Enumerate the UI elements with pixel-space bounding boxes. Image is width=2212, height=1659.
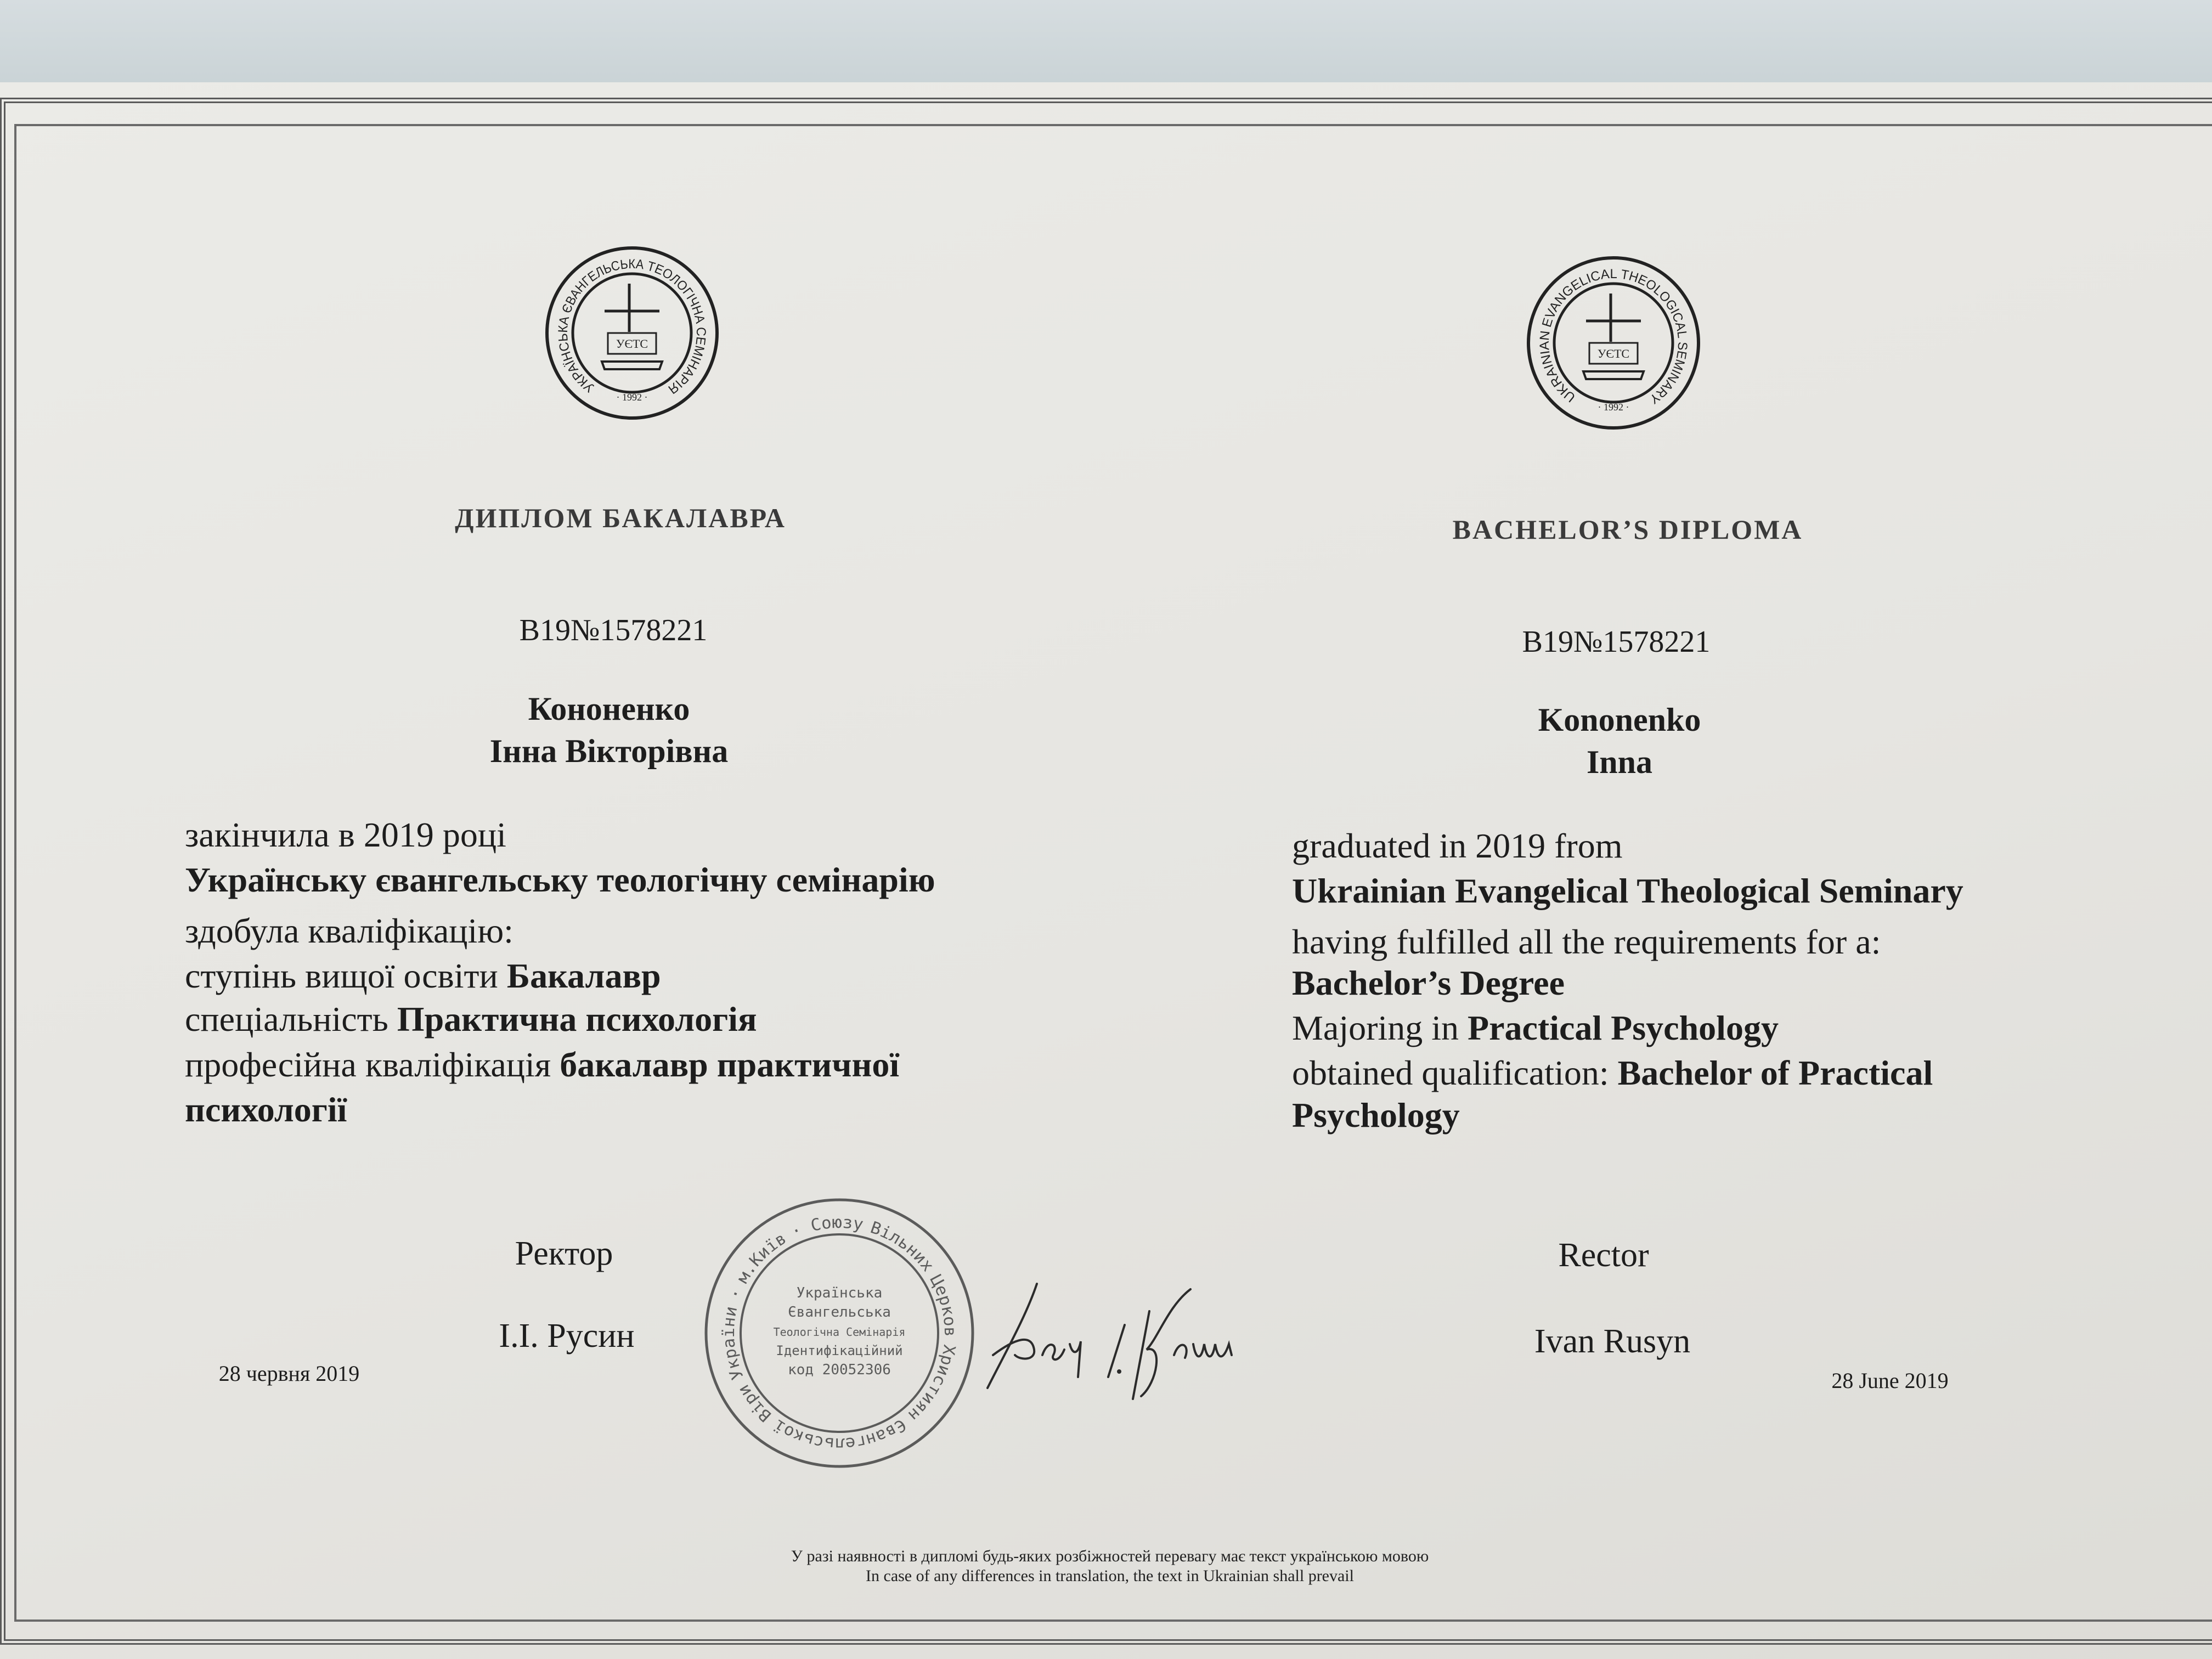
ring-word xyxy=(725,1286,747,1302)
body-line xyxy=(185,913,514,949)
graduate-surname-ukrainian: Кононенко xyxy=(528,691,690,727)
stamp-line: Українська xyxy=(796,1285,883,1301)
body-line-text: здобула кваліфікацію: xyxy=(185,911,514,950)
body-line xyxy=(1292,828,1623,864)
ring-word-text: Церков xyxy=(926,1272,960,1337)
rector-signature xyxy=(982,1273,1256,1404)
ring-word-text: SEMINARY xyxy=(1646,341,1690,407)
body-line-text: having fulfilled all the requirements for a: xyxy=(1292,922,1881,961)
graduate-given-names-english: Inna xyxy=(1586,744,1653,780)
body-line-text: Majoring in xyxy=(1292,1008,1468,1047)
seminary-seal-english xyxy=(1526,255,1701,431)
stamp-line: Євангельська xyxy=(788,1304,891,1321)
ring-word xyxy=(1647,342,1690,407)
body-line xyxy=(1292,963,1565,1002)
ring-word xyxy=(733,1229,790,1287)
rector-name-ukrainian: І.І. Русин xyxy=(499,1317,635,1355)
ring-word xyxy=(1620,267,1690,339)
ring-word xyxy=(788,1220,805,1242)
body-line-emphasis: Bachelor of Practical xyxy=(1617,1053,1933,1092)
rector-label-ukrainian: Ректор xyxy=(515,1235,613,1272)
body-line xyxy=(1292,924,1881,960)
body-line xyxy=(185,958,661,994)
book-icon xyxy=(602,362,662,369)
ring-word-text: Союзу xyxy=(809,1212,865,1236)
ring-word-text: СЕМІНАРІЯ xyxy=(665,326,709,397)
body-line-emphasis: Українську євангельську теологічну семінарію xyxy=(185,860,935,899)
rector-label-english: Rector xyxy=(1558,1237,1649,1274)
body-line-text: спеціальність xyxy=(185,1000,397,1039)
stamp-line: Теологічна Семінарія xyxy=(773,1325,906,1339)
body-line-emphasis: Psychology xyxy=(1292,1096,1460,1135)
ring-word-text: THEOLOGICAL xyxy=(1620,267,1690,340)
body-line-text: obtained qualification: xyxy=(1292,1053,1618,1092)
ring-word-text: · xyxy=(725,1286,747,1302)
diploma-title-ukrainian: ДИПЛОМ БАКАЛАВРА xyxy=(455,503,786,533)
stamp-line: код 20052306 xyxy=(788,1362,891,1378)
body-line xyxy=(1292,873,1963,909)
diploma-number-english: B19№1578221 xyxy=(1522,625,1711,659)
ring-word xyxy=(559,257,645,315)
body-line-text: graduated in 2019 from xyxy=(1292,826,1623,865)
ring-word-text: UKRAINIAN xyxy=(1537,330,1578,405)
ring-word-text: Вільних xyxy=(867,1218,938,1276)
seminary-seal-ukrainian xyxy=(544,245,720,421)
ring-word xyxy=(904,1344,959,1425)
ring-word-text: Віри xyxy=(734,1381,776,1426)
seal-year: · 1992 · xyxy=(616,392,648,403)
body-line xyxy=(185,1002,757,1037)
body-line-emphasis: Ukrainian Evangelical Theological Seminary xyxy=(1292,871,1963,910)
ring-word-text: України xyxy=(719,1305,748,1383)
ring-word-text: м.Київ xyxy=(733,1228,790,1287)
body-line xyxy=(185,817,506,853)
ring-word xyxy=(809,1213,865,1235)
ring-word xyxy=(665,327,708,397)
seal-ring-lettering xyxy=(556,257,708,397)
body-line xyxy=(1292,1008,1779,1047)
ring-word-text: Християн xyxy=(904,1343,959,1425)
graduate-surname-english: Kononenko xyxy=(1538,702,1701,738)
ring-word-text: · xyxy=(788,1220,805,1242)
body-line-emphasis: Практична психологія xyxy=(397,1000,757,1039)
issue-date-ukrainian: 28 червня 2019 xyxy=(218,1361,360,1386)
seal-ring-lettering xyxy=(1537,267,1690,407)
ring-word-text: Євангельської xyxy=(770,1414,910,1454)
footer-note-ukrainian: У разі наявності в дипломі будь-яких розбіжностей перевагу має текст українською мовою xyxy=(791,1547,1429,1565)
body-line-text: професійна кваліфікація xyxy=(185,1045,560,1084)
body-line xyxy=(185,862,935,898)
ring-word-text: УКРАЇНСЬКА xyxy=(555,314,597,396)
diploma-title-english: BACHELOR’S DIPLOMA xyxy=(1452,514,1803,545)
body-line-text: ступінь вищої освіти xyxy=(185,956,507,995)
body-line-emphasis: бакалавр практичної xyxy=(560,1045,900,1084)
graduate-given-names-ukrainian: Інна Вікторівна xyxy=(489,733,729,769)
body-line-emphasis: психології xyxy=(185,1090,347,1129)
ring-word xyxy=(770,1415,910,1453)
ring-word xyxy=(719,1305,748,1383)
body-line xyxy=(185,1047,899,1082)
rector-name-english: Ivan Rusyn xyxy=(1534,1323,1691,1360)
diploma-number-ukrainian: B19№1578221 xyxy=(519,613,708,647)
issue-date-english: 28 June 2019 xyxy=(1831,1368,1949,1393)
book-icon xyxy=(1583,371,1644,379)
seal-abbr: УЄТС xyxy=(616,337,648,351)
seal-year: · 1992 · xyxy=(1598,402,1629,413)
footer-note-english: In case of any differences in translation, the text in Ukrainian shall prevail xyxy=(866,1567,1354,1585)
ring-word xyxy=(646,259,708,325)
ring-word-text: EVANGELICAL xyxy=(1539,266,1617,329)
ring-word xyxy=(926,1272,960,1337)
body-line-emphasis: Бакалавр xyxy=(506,956,661,995)
ring-word-text: ЄВАНГЕЛЬСЬКА xyxy=(559,256,646,315)
ring-word-text: ТЕОЛОГІЧНА xyxy=(645,258,708,325)
body-line xyxy=(185,1092,347,1127)
stamp-line: Ідентифікаційний xyxy=(776,1343,903,1358)
body-line-text: закінчила в 2019 році xyxy=(185,815,506,854)
body-line xyxy=(1292,1053,1933,1092)
body-line xyxy=(1292,1098,1460,1133)
body-line-emphasis: Bachelor’s Degree xyxy=(1292,963,1565,1002)
official-stamp xyxy=(702,1196,977,1470)
seal-abbr: УЄТС xyxy=(1597,347,1630,360)
ring-word xyxy=(868,1218,938,1275)
body-line-emphasis: Practical Psychology xyxy=(1467,1008,1779,1047)
